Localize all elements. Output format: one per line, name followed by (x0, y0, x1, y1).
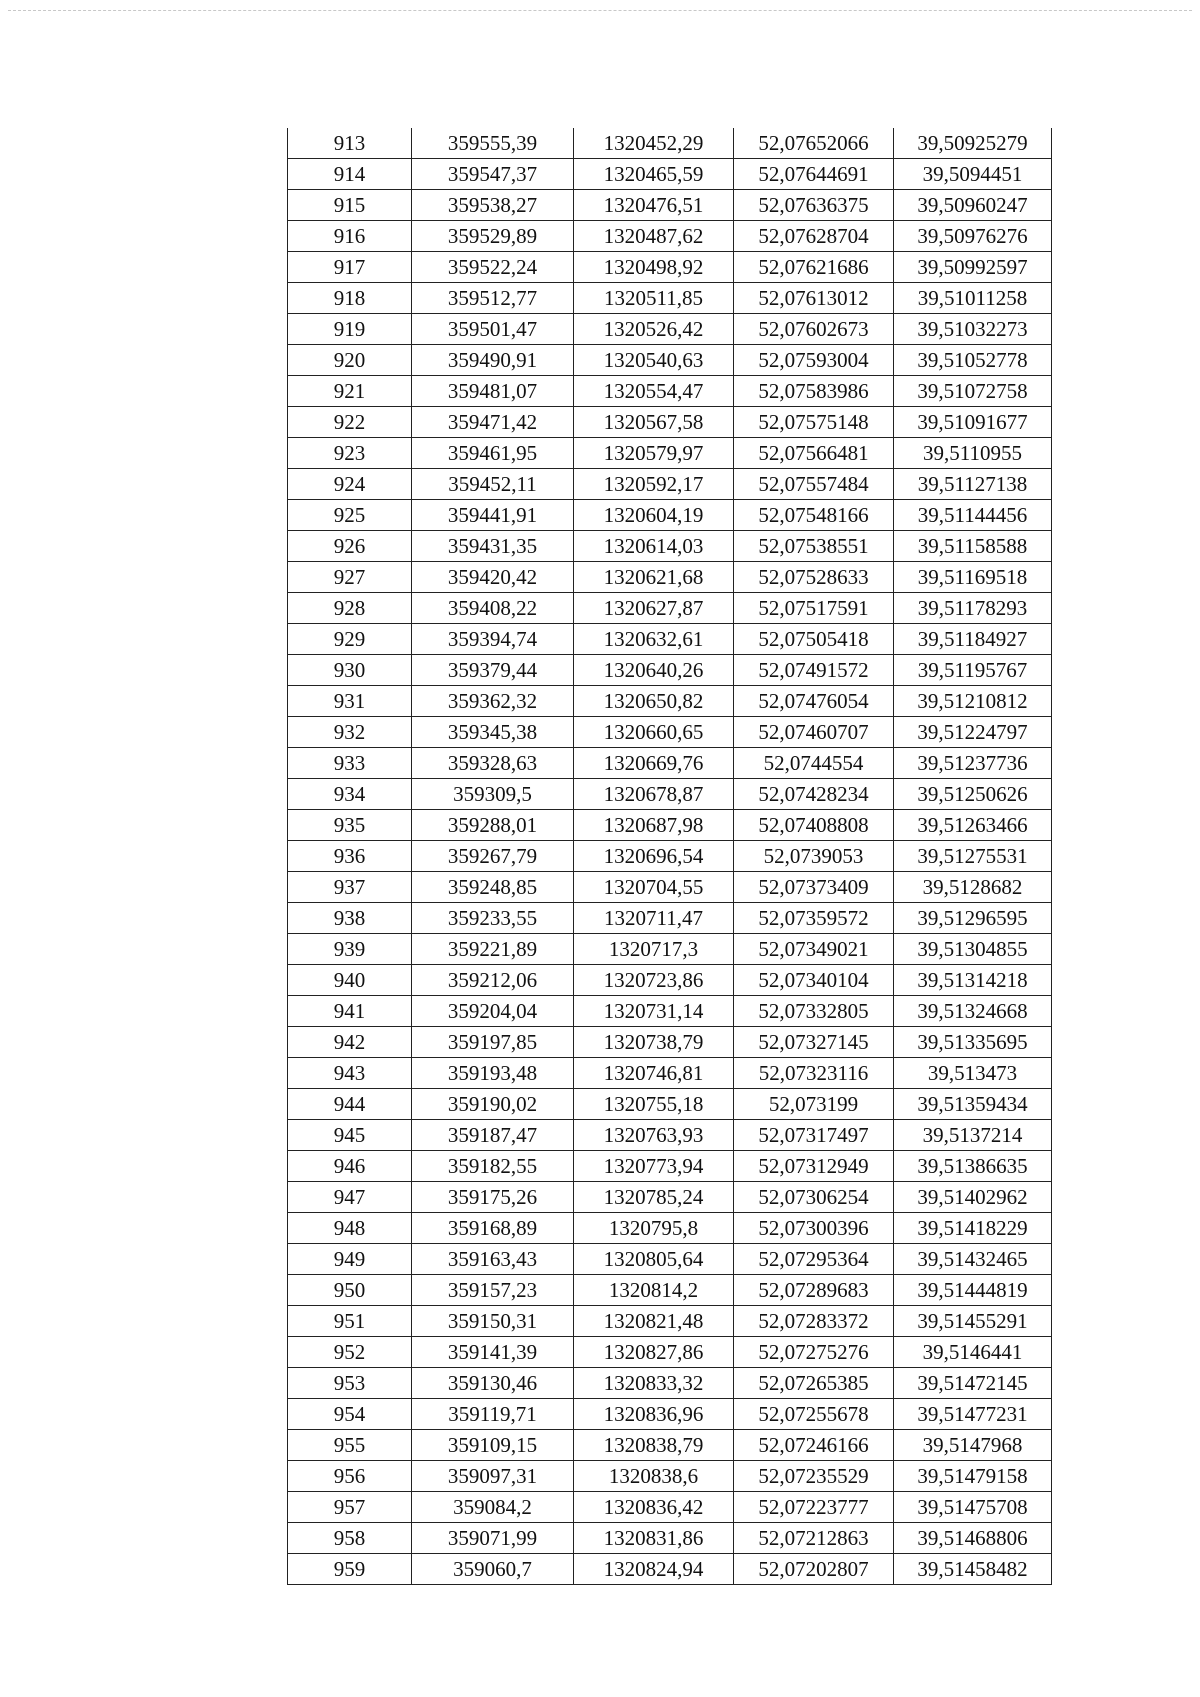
latitude-cell: 52,07327145 (734, 1027, 894, 1058)
point-number-cell: 948 (288, 1213, 412, 1244)
point-number-cell: 953 (288, 1368, 412, 1399)
longitude-cell: 39,51169518 (894, 562, 1052, 593)
point-number-cell: 944 (288, 1089, 412, 1120)
x-coordinate-cell: 359555,39 (412, 128, 574, 159)
latitude-cell: 52,07349021 (734, 934, 894, 965)
point-number-cell: 955 (288, 1430, 412, 1461)
x-coordinate-cell: 359097,31 (412, 1461, 574, 1492)
point-number-cell: 932 (288, 717, 412, 748)
point-number-cell: 933 (288, 748, 412, 779)
y-coordinate-cell: 1320833,32 (574, 1368, 734, 1399)
table-row (288, 190, 1052, 221)
point-number-cell: 928 (288, 593, 412, 624)
y-coordinate-cell: 1320717,3 (574, 934, 734, 965)
x-coordinate-cell: 359512,77 (412, 283, 574, 314)
y-coordinate-cell: 1320554,47 (574, 376, 734, 407)
longitude-cell: 39,51263466 (894, 810, 1052, 841)
table-row (288, 1492, 1052, 1523)
table-row (288, 841, 1052, 872)
latitude-cell: 52,07289683 (734, 1275, 894, 1306)
y-coordinate-cell: 1320640,26 (574, 655, 734, 686)
latitude-cell: 52,07223777 (734, 1492, 894, 1523)
longitude-cell: 39,5137214 (894, 1120, 1052, 1151)
x-coordinate-cell: 359150,31 (412, 1306, 574, 1337)
x-coordinate-cell: 359221,89 (412, 934, 574, 965)
table-row (288, 562, 1052, 593)
latitude-cell: 52,07613012 (734, 283, 894, 314)
longitude-cell: 39,51468806 (894, 1523, 1052, 1554)
latitude-cell: 52,07460707 (734, 717, 894, 748)
y-coordinate-cell: 1320632,61 (574, 624, 734, 655)
x-coordinate-cell: 359190,02 (412, 1089, 574, 1120)
table-row (288, 934, 1052, 965)
y-coordinate-cell: 1320738,79 (574, 1027, 734, 1058)
y-coordinate-cell: 1320831,86 (574, 1523, 734, 1554)
longitude-cell: 39,51296595 (894, 903, 1052, 934)
longitude-cell: 39,51011258 (894, 283, 1052, 314)
longitude-cell: 39,51237736 (894, 748, 1052, 779)
table-row (288, 283, 1052, 314)
y-coordinate-cell: 1320814,2 (574, 1275, 734, 1306)
y-coordinate-cell: 1320627,87 (574, 593, 734, 624)
y-coordinate-cell: 1320660,65 (574, 717, 734, 748)
y-coordinate-cell: 1320838,6 (574, 1461, 734, 1492)
x-coordinate-cell: 359233,55 (412, 903, 574, 934)
y-coordinate-cell: 1320731,14 (574, 996, 734, 1027)
latitude-cell: 52,07246166 (734, 1430, 894, 1461)
table-row (288, 1368, 1052, 1399)
latitude-cell: 52,07283372 (734, 1306, 894, 1337)
point-number-cell: 920 (288, 345, 412, 376)
point-number-cell: 945 (288, 1120, 412, 1151)
table-row (288, 1337, 1052, 1368)
table-row (288, 996, 1052, 1027)
x-coordinate-cell: 359109,15 (412, 1430, 574, 1461)
x-coordinate-cell: 359394,74 (412, 624, 574, 655)
table-row (288, 872, 1052, 903)
longitude-cell: 39,51335695 (894, 1027, 1052, 1058)
x-coordinate-cell: 359452,11 (412, 469, 574, 500)
point-number-cell: 929 (288, 624, 412, 655)
y-coordinate-cell: 1320511,85 (574, 283, 734, 314)
x-coordinate-cell: 359187,47 (412, 1120, 574, 1151)
x-coordinate-cell: 359328,63 (412, 748, 574, 779)
latitude-cell: 52,07628704 (734, 221, 894, 252)
latitude-cell: 52,07312949 (734, 1151, 894, 1182)
latitude-cell: 52,0739053 (734, 841, 894, 872)
x-coordinate-cell: 359060,7 (412, 1554, 574, 1585)
latitude-cell: 52,07517591 (734, 593, 894, 624)
point-number-cell: 959 (288, 1554, 412, 1585)
table-row (288, 128, 1052, 159)
latitude-cell: 52,07340104 (734, 965, 894, 996)
longitude-cell: 39,51455291 (894, 1306, 1052, 1337)
x-coordinate-cell: 359182,55 (412, 1151, 574, 1182)
x-coordinate-cell: 359084,2 (412, 1492, 574, 1523)
longitude-cell: 39,51432465 (894, 1244, 1052, 1275)
latitude-cell: 52,07557484 (734, 469, 894, 500)
longitude-cell: 39,51144456 (894, 500, 1052, 531)
longitude-cell: 39,51402962 (894, 1182, 1052, 1213)
point-number-cell: 931 (288, 686, 412, 717)
y-coordinate-cell: 1320669,76 (574, 748, 734, 779)
x-coordinate-cell: 359163,43 (412, 1244, 574, 1275)
latitude-cell: 52,07202807 (734, 1554, 894, 1585)
y-coordinate-cell: 1320711,47 (574, 903, 734, 934)
x-coordinate-cell: 359288,01 (412, 810, 574, 841)
latitude-cell: 52,07621686 (734, 252, 894, 283)
latitude-cell: 52,07408808 (734, 810, 894, 841)
point-number-cell: 946 (288, 1151, 412, 1182)
table-row (288, 1120, 1052, 1151)
longitude-cell: 39,50925279 (894, 128, 1052, 159)
x-coordinate-cell: 359461,95 (412, 438, 574, 469)
point-number-cell: 924 (288, 469, 412, 500)
point-number-cell: 927 (288, 562, 412, 593)
y-coordinate-cell: 1320785,24 (574, 1182, 734, 1213)
y-coordinate-cell: 1320540,63 (574, 345, 734, 376)
x-coordinate-cell: 359071,99 (412, 1523, 574, 1554)
x-coordinate-cell: 359547,37 (412, 159, 574, 190)
point-number-cell: 950 (288, 1275, 412, 1306)
x-coordinate-cell: 359490,91 (412, 345, 574, 376)
x-coordinate-cell: 359481,07 (412, 376, 574, 407)
y-coordinate-cell: 1320838,79 (574, 1430, 734, 1461)
x-coordinate-cell: 359408,22 (412, 593, 574, 624)
x-coordinate-cell: 359175,26 (412, 1182, 574, 1213)
point-number-cell: 951 (288, 1306, 412, 1337)
y-coordinate-cell: 1320696,54 (574, 841, 734, 872)
longitude-cell: 39,51072758 (894, 376, 1052, 407)
coordinates-table-body (288, 128, 1052, 1585)
longitude-cell: 39,51275531 (894, 841, 1052, 872)
latitude-cell: 52,07528633 (734, 562, 894, 593)
longitude-cell: 39,5147968 (894, 1430, 1052, 1461)
longitude-cell: 39,51158588 (894, 531, 1052, 562)
latitude-cell: 52,07602673 (734, 314, 894, 345)
y-coordinate-cell: 1320452,29 (574, 128, 734, 159)
table-row (288, 376, 1052, 407)
point-number-cell: 926 (288, 531, 412, 562)
point-number-cell: 941 (288, 996, 412, 1027)
y-coordinate-cell: 1320836,96 (574, 1399, 734, 1430)
latitude-cell: 52,07644691 (734, 159, 894, 190)
latitude-cell: 52,07505418 (734, 624, 894, 655)
longitude-cell: 39,5128682 (894, 872, 1052, 903)
point-number-cell: 917 (288, 252, 412, 283)
latitude-cell: 52,07636375 (734, 190, 894, 221)
table-row (288, 593, 1052, 624)
y-coordinate-cell: 1320746,81 (574, 1058, 734, 1089)
table-row (288, 1306, 1052, 1337)
y-coordinate-cell: 1320498,92 (574, 252, 734, 283)
y-coordinate-cell: 1320592,17 (574, 469, 734, 500)
longitude-cell: 39,50976276 (894, 221, 1052, 252)
longitude-cell: 39,5110955 (894, 438, 1052, 469)
y-coordinate-cell: 1320678,87 (574, 779, 734, 810)
table-row (288, 903, 1052, 934)
longitude-cell: 39,51224797 (894, 717, 1052, 748)
longitude-cell: 39,51210812 (894, 686, 1052, 717)
x-coordinate-cell: 359379,44 (412, 655, 574, 686)
x-coordinate-cell: 359130,46 (412, 1368, 574, 1399)
table-row (288, 748, 1052, 779)
longitude-cell: 39,50960247 (894, 190, 1052, 221)
latitude-cell: 52,07306254 (734, 1182, 894, 1213)
longitude-cell: 39,51386635 (894, 1151, 1052, 1182)
longitude-cell: 39,51475708 (894, 1492, 1052, 1523)
latitude-cell: 52,07538551 (734, 531, 894, 562)
point-number-cell: 954 (288, 1399, 412, 1430)
latitude-cell: 52,07548166 (734, 500, 894, 531)
longitude-cell: 39,51477231 (894, 1399, 1052, 1430)
table-row (288, 469, 1052, 500)
table-row (288, 1523, 1052, 1554)
table-row (288, 1089, 1052, 1120)
latitude-cell: 52,07593004 (734, 345, 894, 376)
y-coordinate-cell: 1320773,94 (574, 1151, 734, 1182)
y-coordinate-cell: 1320567,58 (574, 407, 734, 438)
longitude-cell: 39,51052778 (894, 345, 1052, 376)
point-number-cell: 943 (288, 1058, 412, 1089)
latitude-cell: 52,0744554 (734, 748, 894, 779)
point-number-cell: 940 (288, 965, 412, 996)
y-coordinate-cell: 1320827,86 (574, 1337, 734, 1368)
longitude-cell: 39,51178293 (894, 593, 1052, 624)
x-coordinate-cell: 359141,39 (412, 1337, 574, 1368)
x-coordinate-cell: 359193,48 (412, 1058, 574, 1089)
point-number-cell: 921 (288, 376, 412, 407)
point-number-cell: 947 (288, 1182, 412, 1213)
y-coordinate-cell: 1320614,03 (574, 531, 734, 562)
longitude-cell: 39,51418229 (894, 1213, 1052, 1244)
x-coordinate-cell: 359522,24 (412, 252, 574, 283)
table-row (288, 1399, 1052, 1430)
point-number-cell: 918 (288, 283, 412, 314)
table-row (288, 655, 1052, 686)
latitude-cell: 52,07476054 (734, 686, 894, 717)
y-coordinate-cell: 1320795,8 (574, 1213, 734, 1244)
table-row (288, 1554, 1052, 1585)
point-number-cell: 942 (288, 1027, 412, 1058)
y-coordinate-cell: 1320836,42 (574, 1492, 734, 1523)
table-row (288, 1244, 1052, 1275)
point-number-cell: 934 (288, 779, 412, 810)
x-coordinate-cell: 359471,42 (412, 407, 574, 438)
table-row (288, 407, 1052, 438)
point-number-cell: 913 (288, 128, 412, 159)
y-coordinate-cell: 1320650,82 (574, 686, 734, 717)
y-coordinate-cell: 1320476,51 (574, 190, 734, 221)
table-row (288, 1213, 1052, 1244)
table-row (288, 159, 1052, 190)
x-coordinate-cell: 359538,27 (412, 190, 574, 221)
longitude-cell: 39,513473 (894, 1058, 1052, 1089)
point-number-cell: 916 (288, 221, 412, 252)
longitude-cell: 39,51444819 (894, 1275, 1052, 1306)
scan-border-line (8, 10, 1192, 11)
x-coordinate-cell: 359309,5 (412, 779, 574, 810)
latitude-cell: 52,07373409 (734, 872, 894, 903)
latitude-cell: 52,07491572 (734, 655, 894, 686)
y-coordinate-cell: 1320723,86 (574, 965, 734, 996)
latitude-cell: 52,07583986 (734, 376, 894, 407)
table-row (288, 252, 1052, 283)
point-number-cell: 914 (288, 159, 412, 190)
longitude-cell: 39,5094451 (894, 159, 1052, 190)
table-row (288, 624, 1052, 655)
point-number-cell: 958 (288, 1523, 412, 1554)
table-row (288, 1275, 1052, 1306)
table-row (288, 1430, 1052, 1461)
x-coordinate-cell: 359529,89 (412, 221, 574, 252)
longitude-cell: 39,51359434 (894, 1089, 1052, 1120)
x-coordinate-cell: 359441,91 (412, 500, 574, 531)
x-coordinate-cell: 359204,04 (412, 996, 574, 1027)
latitude-cell: 52,07566481 (734, 438, 894, 469)
point-number-cell: 919 (288, 314, 412, 345)
x-coordinate-cell: 359267,79 (412, 841, 574, 872)
longitude-cell: 39,51091677 (894, 407, 1052, 438)
x-coordinate-cell: 359501,47 (412, 314, 574, 345)
longitude-cell: 39,51479158 (894, 1461, 1052, 1492)
point-number-cell: 937 (288, 872, 412, 903)
table-row (288, 779, 1052, 810)
x-coordinate-cell: 359212,06 (412, 965, 574, 996)
table-row (288, 1027, 1052, 1058)
longitude-cell: 39,50992597 (894, 252, 1052, 283)
y-coordinate-cell: 1320465,59 (574, 159, 734, 190)
x-coordinate-cell: 359420,42 (412, 562, 574, 593)
table-row (288, 965, 1052, 996)
longitude-cell: 39,51195767 (894, 655, 1052, 686)
point-number-cell: 923 (288, 438, 412, 469)
point-number-cell: 925 (288, 500, 412, 531)
x-coordinate-cell: 359197,85 (412, 1027, 574, 1058)
point-number-cell: 915 (288, 190, 412, 221)
point-number-cell: 956 (288, 1461, 412, 1492)
coordinates-table (287, 128, 1052, 1585)
table-row (288, 531, 1052, 562)
latitude-cell: 52,07652066 (734, 128, 894, 159)
table-row (288, 686, 1052, 717)
longitude-cell: 39,51314218 (894, 965, 1052, 996)
latitude-cell: 52,07300396 (734, 1213, 894, 1244)
latitude-cell: 52,07255678 (734, 1399, 894, 1430)
table-row (288, 500, 1052, 531)
y-coordinate-cell: 1320755,18 (574, 1089, 734, 1120)
longitude-cell: 39,51127138 (894, 469, 1052, 500)
y-coordinate-cell: 1320487,62 (574, 221, 734, 252)
point-number-cell: 922 (288, 407, 412, 438)
longitude-cell: 39,51304855 (894, 934, 1052, 965)
x-coordinate-cell: 359362,32 (412, 686, 574, 717)
point-number-cell: 938 (288, 903, 412, 934)
table-row (288, 1151, 1052, 1182)
latitude-cell: 52,073199 (734, 1089, 894, 1120)
latitude-cell: 52,07265385 (734, 1368, 894, 1399)
latitude-cell: 52,07575148 (734, 407, 894, 438)
y-coordinate-cell: 1320604,19 (574, 500, 734, 531)
longitude-cell: 39,51184927 (894, 624, 1052, 655)
latitude-cell: 52,07317497 (734, 1120, 894, 1151)
y-coordinate-cell: 1320763,93 (574, 1120, 734, 1151)
longitude-cell: 39,51458482 (894, 1554, 1052, 1585)
point-number-cell: 949 (288, 1244, 412, 1275)
y-coordinate-cell: 1320821,48 (574, 1306, 734, 1337)
x-coordinate-cell: 359345,38 (412, 717, 574, 748)
longitude-cell: 39,51250626 (894, 779, 1052, 810)
x-coordinate-cell: 359119,71 (412, 1399, 574, 1430)
latitude-cell: 52,07359572 (734, 903, 894, 934)
longitude-cell: 39,5146441 (894, 1337, 1052, 1368)
latitude-cell: 52,07235529 (734, 1461, 894, 1492)
latitude-cell: 52,07275276 (734, 1337, 894, 1368)
longitude-cell: 39,51032273 (894, 314, 1052, 345)
table-row (288, 810, 1052, 841)
longitude-cell: 39,51472145 (894, 1368, 1052, 1399)
point-number-cell: 939 (288, 934, 412, 965)
longitude-cell: 39,51324668 (894, 996, 1052, 1027)
y-coordinate-cell: 1320687,98 (574, 810, 734, 841)
x-coordinate-cell: 359248,85 (412, 872, 574, 903)
y-coordinate-cell: 1320704,55 (574, 872, 734, 903)
y-coordinate-cell: 1320824,94 (574, 1554, 734, 1585)
y-coordinate-cell: 1320805,64 (574, 1244, 734, 1275)
point-number-cell: 930 (288, 655, 412, 686)
point-number-cell: 936 (288, 841, 412, 872)
x-coordinate-cell: 359157,23 (412, 1275, 574, 1306)
point-number-cell: 952 (288, 1337, 412, 1368)
table-row (288, 314, 1052, 345)
x-coordinate-cell: 359431,35 (412, 531, 574, 562)
table-row (288, 717, 1052, 748)
point-number-cell: 957 (288, 1492, 412, 1523)
latitude-cell: 52,07212863 (734, 1523, 894, 1554)
table-row (288, 345, 1052, 376)
y-coordinate-cell: 1320526,42 (574, 314, 734, 345)
x-coordinate-cell: 359168,89 (412, 1213, 574, 1244)
table-row (288, 1182, 1052, 1213)
latitude-cell: 52,07295364 (734, 1244, 894, 1275)
table-row (288, 221, 1052, 252)
table-row (288, 1058, 1052, 1089)
latitude-cell: 52,07428234 (734, 779, 894, 810)
table-row (288, 438, 1052, 469)
table-row (288, 1461, 1052, 1492)
y-coordinate-cell: 1320621,68 (574, 562, 734, 593)
latitude-cell: 52,07332805 (734, 996, 894, 1027)
y-coordinate-cell: 1320579,97 (574, 438, 734, 469)
latitude-cell: 52,07323116 (734, 1058, 894, 1089)
point-number-cell: 935 (288, 810, 412, 841)
